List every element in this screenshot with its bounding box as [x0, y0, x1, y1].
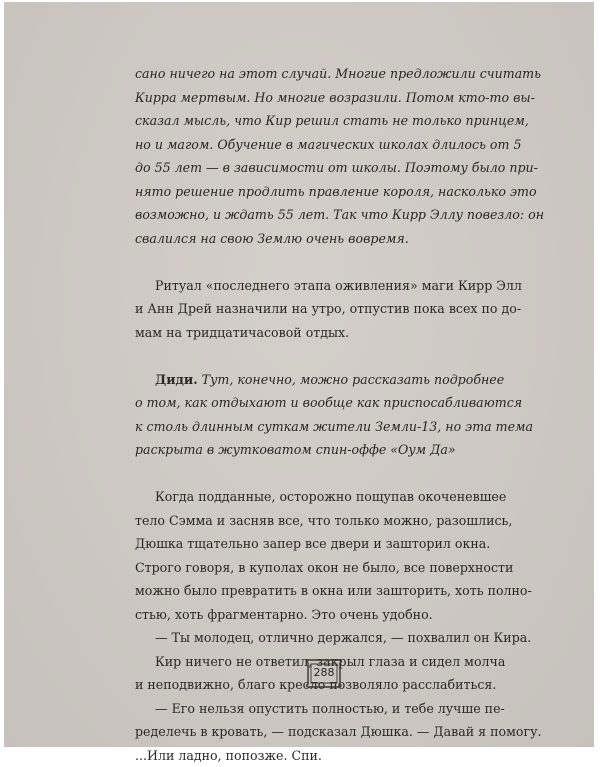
text-line: можно было превратить в окна или зашторить, хоть полно- [135, 579, 547, 603]
text-line: ределечь в кровать, — подсказал Дюшка. — Давай я помогу. [135, 720, 547, 744]
text-line: и неподвижно, благо кресло позволяло расслабиться. [135, 673, 547, 697]
paragraph-didi-note [135, 368, 547, 462]
dialogue-line: — Ты молодец, отлично держался, — похвалил он Кира. [135, 626, 547, 650]
text-line: раскрыта в жутковатом спин-оффе «Оум Да» [135, 438, 547, 462]
text-line: свалился на свою Землю очень вовремя. [135, 227, 547, 251]
text-line: стью, хоть фрагментарно. Это очень удобно. [135, 603, 547, 627]
text-line: возможно, и ждать 55 лет. Так что Кирр Эллу повезло: он [135, 203, 547, 227]
text-line: мам на тридцатичасовой отдых. [135, 321, 547, 345]
text-line: но и магом. Обучение в магических школах длилось от 5 [135, 133, 547, 157]
text-line: и Анн Дрей назначили на утро, отпустив пока всех по до- [135, 297, 547, 321]
text-line: к столь длинным суткам жители Земли-13, но эта тема [135, 415, 547, 439]
dialogue-line: ...Или ладно, попозже. Спи. [135, 744, 547, 767]
speaker-label: Диди. [155, 372, 198, 387]
book-page [4, 2, 594, 747]
text-line: Ритуал «последнего этапа оживления» маги Кирр Элл [135, 274, 547, 298]
text-line [135, 368, 547, 392]
text-line: Кир ничего не ответил, закрыл глаза и сидел молча [135, 650, 547, 674]
text-line: Кирра мертвым. Но многие возразили. Потом кто-то вы- [135, 86, 547, 110]
text-line: о том, как отдыхают и вообще как приспосабливаются [135, 391, 547, 415]
page-number-badge [302, 657, 346, 689]
paragraph-subjects [135, 485, 547, 626]
text-line: Дюшка тщательно запер все двери и зашторил окна. [135, 532, 547, 556]
text-line: до 55 лет — в зависимости от школы. Поэтому было при- [135, 156, 547, 180]
text-line: — Его нельзя опустить полностью, и тебе лучше пе- [135, 697, 547, 721]
text-line: Когда подданные, осторожно пощупав окоченевшее [135, 485, 547, 509]
page-number: 288 [302, 666, 346, 679]
paragraph-ritual [135, 274, 547, 345]
paragraph-dialogue [135, 697, 547, 744]
text-line: нято решение продлить правление короля, насколько это [135, 180, 547, 204]
text-line: тело Сэмма и засняв все, что только можно, разошлись, [135, 509, 547, 533]
text-line: сказал мысль, что Кир решил стать не только принцем, [135, 109, 547, 133]
text-line: сано ничего на этот случай. Многие предложили считать [135, 62, 547, 86]
paragraph-italic-1 [135, 62, 547, 250]
text-line: Строго говоря, в куполах окон не было, все поверхности [135, 556, 547, 580]
text-fragment: Тут, конечно, можно рассказать подробнее [198, 372, 505, 387]
